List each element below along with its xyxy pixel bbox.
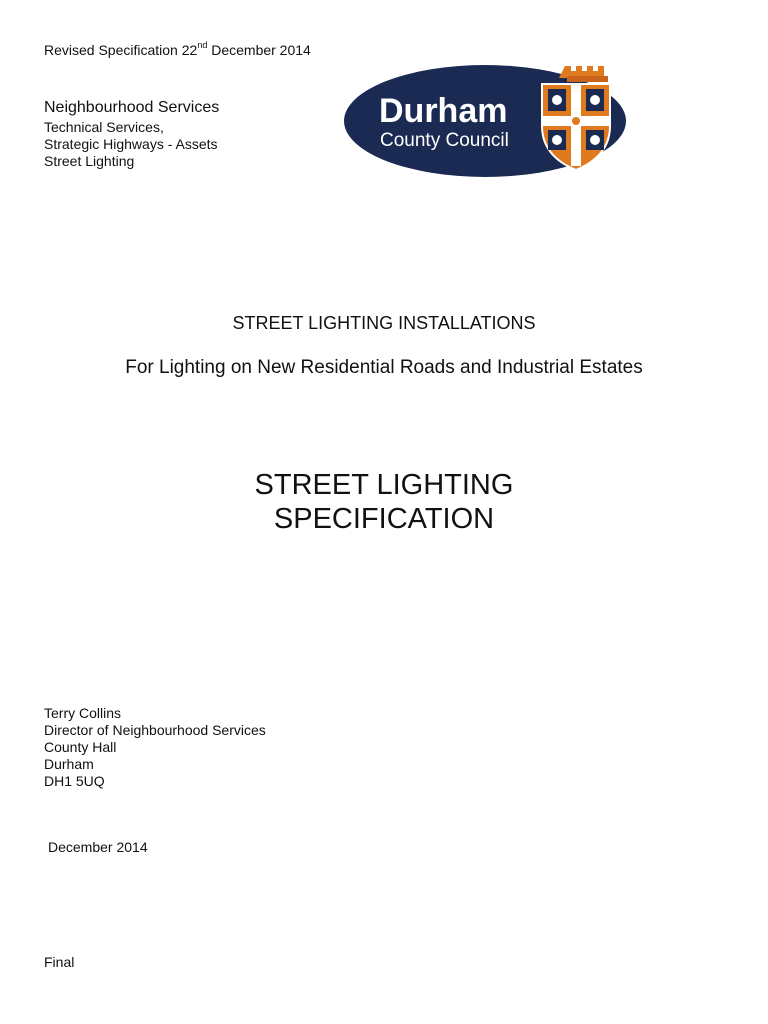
department-name: Neighbourhood Services (44, 99, 220, 116)
address-line: DH1 5UQ (44, 773, 105, 789)
durham-county-council-logo (343, 62, 633, 178)
document-title-line: STREET LIGHTING (254, 469, 514, 501)
revised-suffix: December 2014 (207, 42, 311, 58)
document-title-line: SPECIFICATION (273, 503, 495, 535)
revised-specification-note (44, 42, 311, 58)
section-subheading: For Lighting on New Residential Roads and Industrial Estates (125, 357, 643, 378)
document-status: Final (44, 954, 75, 970)
logo-subtitle: County Council (380, 130, 509, 151)
document-title (0, 468, 768, 536)
revised-ordinal-suffix: nd (197, 40, 208, 50)
sub-department-line: Street Lighting (44, 153, 135, 169)
sub-department-line: Technical Services, (44, 119, 164, 135)
address-line: Terry Collins (44, 705, 122, 721)
document-date: December 2014 (48, 839, 148, 855)
address-line: County Hall (44, 739, 117, 755)
sub-department-line: Strategic Highways - Assets (44, 136, 218, 152)
logo-title: Durham (379, 92, 508, 130)
revised-prefix: Revised Specification 22 (44, 42, 198, 58)
address-line: Durham (44, 756, 94, 772)
section-heading: STREET LIGHTING INSTALLATIONS (232, 313, 536, 333)
address-block (44, 705, 266, 790)
address-line: Director of Neighbourhood Services (44, 722, 266, 738)
